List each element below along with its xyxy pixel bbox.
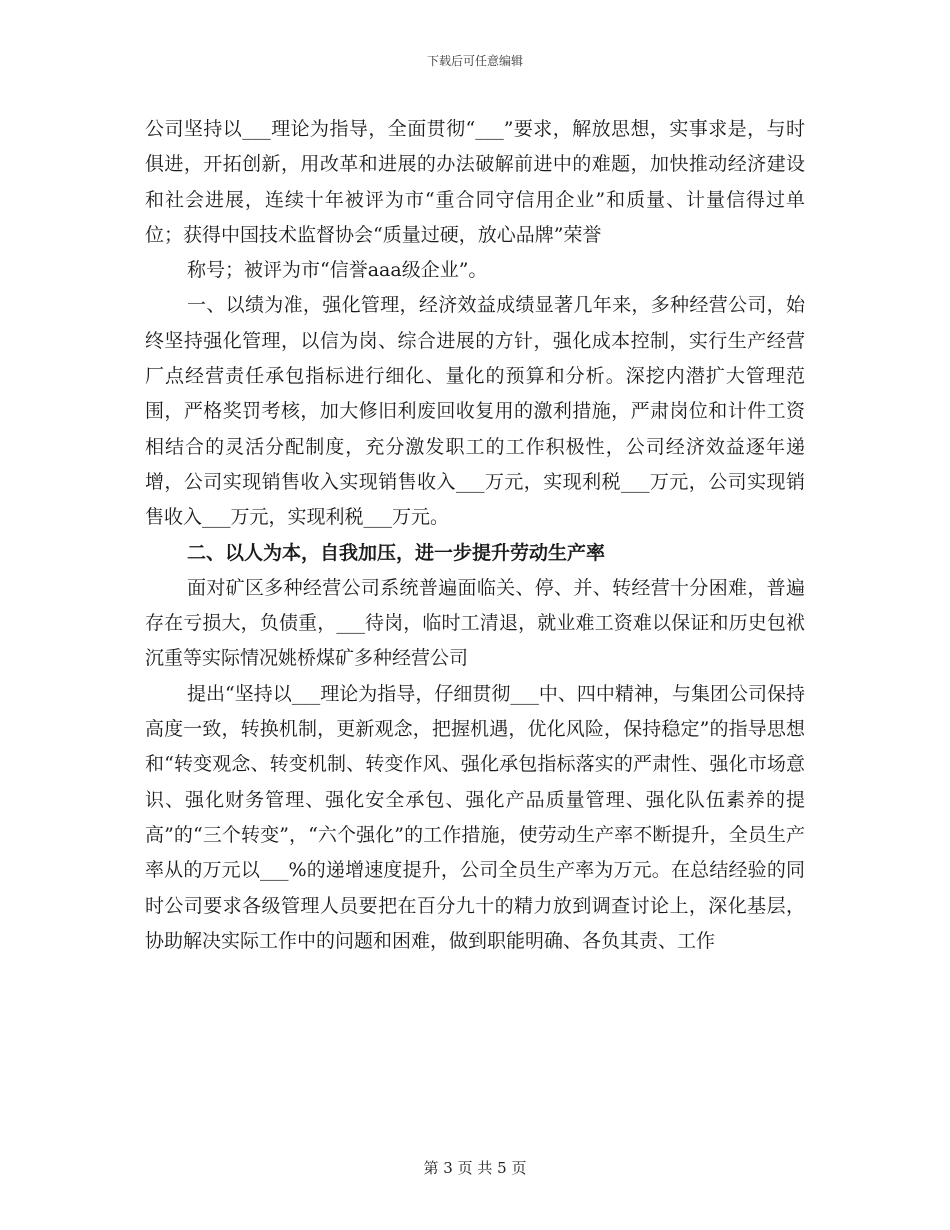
paragraph-intro: 公司坚持以___理论为指导，全面贯彻“___”要求，解放思想，实事求是，与时俱进，开拓创新，用改革和进展的办法破解前进中的难题，加快推动经济建设和社会进展，连续十年被评为市“重合同守信用企业”和质量、计量信得过单位；获得中国技术监督协会“质量过硬，放心品牌”荣誉 <box>145 118 805 246</box>
document-body <box>145 112 805 959</box>
header-note: 下载后可任意编辑 <box>426 54 523 68</box>
page-number: 第 3 页 共 5 页 <box>423 1159 527 1177</box>
paragraph-guidance: 提出“坚持以___理论为指导，仔细贯彻___中、四中精神，与集团公司保持高度一致，转换机制，更新观念，把握机遇，优化风险，保持稳定”的指导思想和“转变观念、转变机制、转变作风、强化承包指标落实的严肃性、强化市场意识、强化财务管理、强化安全承包、强化产品质量管理、强化队伍素养的提高”的“三个转变”，“六个强化”的工作措施，使劳动生产率不断提升，全员生产率从的万元以___%的递增速度提升，公司全员生产率为万元。在总结经验的同时公司要求各级管理人员要把在百分九十的精力放到调查讨论上，深化基层，协助解决实际工作中的问题和困难，做到职能明确、各负其责、工作 <box>145 682 805 952</box>
section-heading-two: 二、以人为本，自我加压，进一步提升劳动生产率 <box>187 541 606 564</box>
paragraph-section-one: 一、以绩为准，强化管理，经济效益成绩显著几年来，多种经营公司，始终坚持强化管理，以信为岗、综合进展的方针，强化成本控制，实行生产经营厂点经营责任承包指标进行细化、量化的预算和分析。深挖内潜扩大管理范围，严格奖罚考核，加大修旧利废回收复用的激利措施，严肃岗位和计件工资相结合的灵活分配制度，充分激发职工的工作积极性，公司经济效益逐年递增，公司实现销售收入实现销售收入___万元，实现利税___万元，公司实现销售收入___万元，实现利税___万元。 <box>145 294 805 529</box>
paragraph-honor-title: 称号；被评为市“信誉aaa级企业”。 <box>187 259 488 282</box>
paragraph-situation: 面对矿区多种经营公司系统普遍面临关、停、并、转经营十分困难，普遍存在亏损大，负债重，___待岗，临时工清退，就业难工资难以保证和历史包袱沉重等实际情况姚桥煤矿多种经营公司 <box>145 576 805 670</box>
